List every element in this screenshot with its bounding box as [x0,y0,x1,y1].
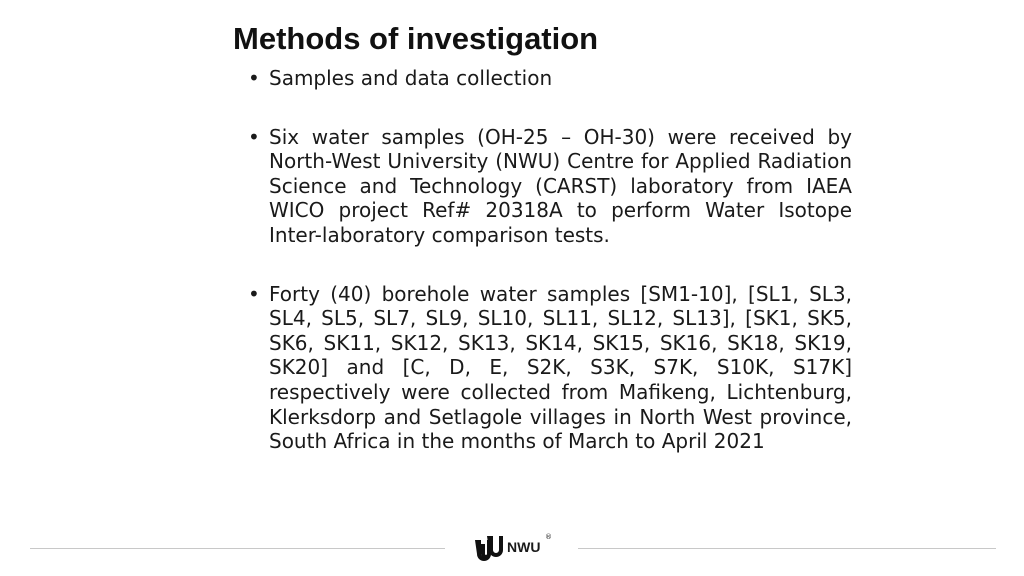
bullet-text: Samples and data collection [269,66,553,90]
logo-text: NWU [507,539,541,555]
bullet-dot-icon: • [248,281,260,306]
bullet-item-samples [248,66,852,91]
nwu-logo-icon [472,530,506,564]
nwu-logo [472,530,558,564]
bullet-list [248,64,852,454]
bullet-text: Forty (40) borehole water samples [SM1-10], [SL1, SL3, SL4, SL5, SL7, SL9, SL10, SL11, SL12, SL13], [SK1, SK5, SK6, SK11, SK12, SK13, SK14, SK15, SK16, SK18, SK19, SK20] and [C, D, E, S2K, S3K, S7K, S10K, S17K] respectively were collected from Mafikeng, Lichtenburg, Klerksdorp and Setlagole villages in North West province, South Africa in the months of March to April 2021 [269,281,852,454]
bullet-dot-icon: • [248,124,260,149]
bullet-text: Six water samples (OH-25 – OH-30) were received by North-West University (NWU) Centre for Applied Radiation Science and Technology (CARST) laboratory from IAEA WICO project Ref# 20318A to perform Water Isotope Inter-laboratory comparison tests. [269,124,852,247]
bullet-item-water-samples [248,125,852,248]
bullet-dot-icon: • [248,66,260,90]
footer-rule-right [578,548,996,549]
slide-title: Methods of investigation [233,21,599,56]
bullet-item-borehole-samples [248,282,852,454]
registered-mark-icon: ® [545,533,552,541]
footer-rule-left [30,548,445,549]
